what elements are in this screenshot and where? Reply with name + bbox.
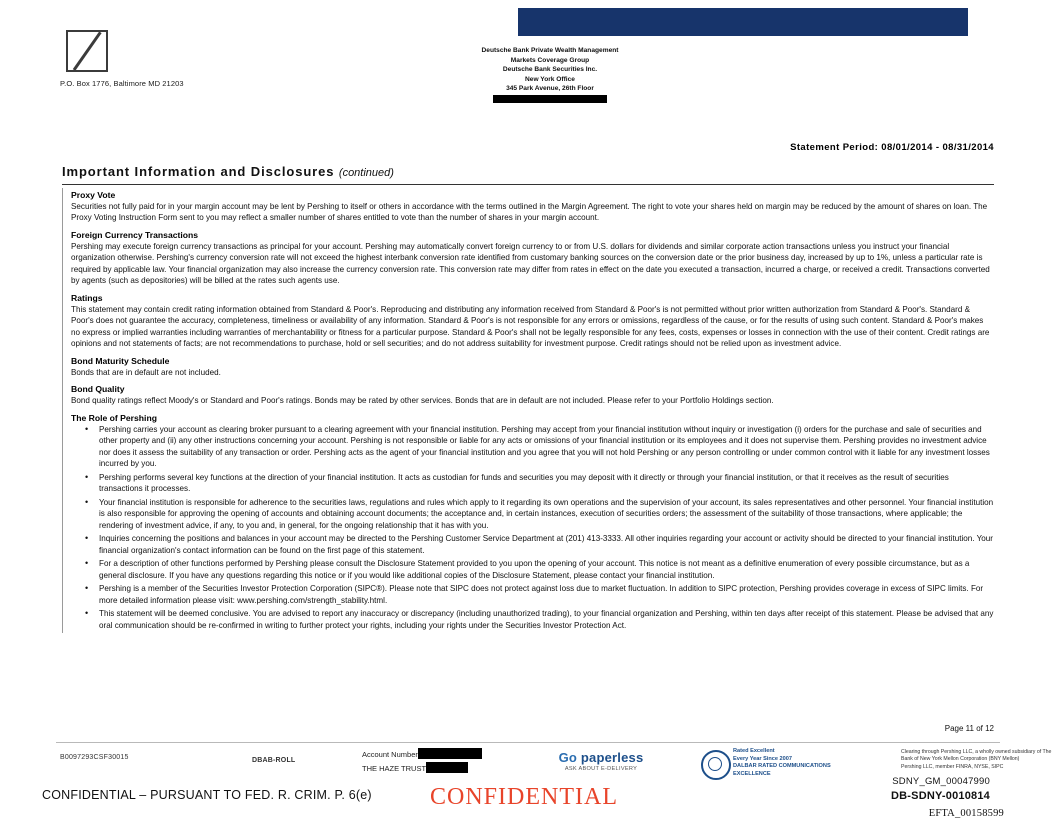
logo-slash [73, 31, 101, 70]
bates-number-primary: SDNY_GM_00047990 [892, 776, 990, 787]
list-item: • Pershing is a member of the Securities Investor Protection Corporation (SIPC®). Please note that SIPC does not protect against loss due to market fluctuation. In addition to SIPC protection, Pershing provides coverage in excess of SIPC limits. For more detailed information please visit: www.pershing.com/strength_stability.html. [71, 583, 994, 606]
section-body-ratings: This statement may contain credit rating information obtained from Standard & Poor's. Reproducing and distributing any information received from Standard & Poor's is not permitted without prior written authorization from Standard & Poor's. Standard & Poor's does not guarantee the accuracy, completeness, timeliness or availability of any information. Standard & Poor's is not responsible for any errors or omissions, regardless of the cause, or for the results of using such content. Standard & Poor's makes no express or implied warranties including warranties of merchantability or fitness for a particular purpose. Standard & Poor's shall not be legally responsible for any fees, costs, expenses or losses in connection with the use of their content. Credit ratings are opinions and not statements of facts; are not recommendations to purchase, hold or sell securities; and do not address suitability for investment purpose. Credit ratings should not be relied upon as investment advice. [71, 304, 990, 349]
section-heading-ratings: Ratings [71, 292, 103, 303]
page-title-main: Important Information and Disclosures [62, 164, 335, 179]
deutsche-bank-logo-icon [66, 30, 108, 72]
footer-account-info [362, 748, 482, 776]
footer-account-name-row [362, 762, 482, 776]
list-item: • This statement will be deemed conclusive. You are advised to report any inaccuracy or discrepancy (including unauthorized trading), to your financial organization and Pershing, within ten days after receipt of this statement. Please be advised that any oral communication should be re-confirmed in writing to further protect your rights, including your rights under the Securities Investor Protection Act. [71, 608, 994, 631]
footer-dbab-roll: DBAB-ROLL [252, 757, 296, 764]
title-divider [62, 184, 994, 185]
dalbar-line-2: DALBAR RATED COMMUNICATIONS [733, 763, 831, 770]
company-line-5-redacted [430, 94, 670, 104]
disclosures-content [62, 188, 994, 633]
company-line-1: Markets Coverage Group [510, 56, 590, 64]
list-item: • Your financial institution is responsible for adherence to the securities laws, regulations and rules which apply to it regarding its own operations and the supervision of your account, its sales representatives and other personnel. Your financial institution is also responsible for approving the opening of accounts and obtaining account documents; the acceptance and, in certain instances, execution of securities orders; the assessment of the suitability of those transactions, where applicable; the rendering of investment advice, if any, to you and, in general, for the ongoing relationship that it has with you. [71, 497, 994, 531]
statement-period: Statement Period: 08/01/2014 - 08/31/2014 [790, 142, 994, 153]
clearing-line-1: Pershing LLC, member FINRA, NYSE, SIPC [901, 763, 1004, 770]
section-heading-role-of-pershing: The Role of Pershing [71, 412, 157, 423]
list-item: • Inquiries concerning the positions and balances in your account may be directed to the Pershing Customer Service Department at (201) 413-3333. All other inquiries regarding your account or activity should be directed to your financial institution. Your financial organization's contact information can be found on the first page of this statement. [71, 533, 994, 556]
section-heading-foreign-currency: Foreign Currency Transactions [71, 229, 199, 240]
dalbar-award-badge [701, 748, 891, 778]
go-paperless-promo [521, 750, 681, 772]
go-paperless-subtitle: ASK ABOUT E-DELIVERY [564, 766, 638, 772]
footer-account-label: Account Number [362, 750, 418, 759]
go-paperless-title [521, 750, 681, 765]
po-box-address: P.O. Box 1776, Baltimore MD 21203 [60, 79, 184, 88]
bates-number-tertiary: EFTA_00158599 [928, 808, 1004, 819]
company-address-block [430, 46, 670, 103]
dalbar-line-0: Rated Excellent [733, 748, 775, 754]
list-item: • For a description of other functions performed by Pershing please consult the Disclosure Statement provided to you upon the opening of your account. This notice is not meant as a definitive enumeration of every possible circumstance, but as a general disclosure. If you have any questions regarding this notice or if you would like additional copies of the Disclosure Statement, please contact your financial institution. [71, 558, 994, 581]
company-line-2: Deutsche Bank Securities Inc. [502, 66, 598, 74]
confidential-watermark: CONFIDENTIAL [430, 784, 618, 810]
list-item: • Pershing performs several key functions at the direction of your financial institution. It acts as custodian for funds and securities you may deposit with it directly or through your financial institution, or that it receives as the result of securities transactions it processes. [71, 472, 994, 495]
dalbar-line-3: EXCELLENCE [733, 770, 771, 777]
section-body-foreign-currency: Pershing may execute foreign currency transactions as principal for your account. Pershing may automatically convert foreign currency to or from U.S. dollars for dividends and similar corporate action transactions unless you instruct your financial organization otherwise. Pershing's currency conversion rate will not exceed the highest interbank conversion rate identified from customary banking sources on the conversion date or the prior business day, increased by up to 1%, unless a particular rate is required by applicable law. Your financial organization may also increase the currency conversion rate. This conversion rate may differ from rates in effect on the date you executed a transaction, incurred a charge, or received a credit. Transactions converted by agents (such as depositories) will be billed at the rates such agents use. [71, 241, 990, 286]
footer-account-number-row [362, 748, 482, 762]
section-heading-bond-maturity-schedule: Bond Maturity Schedule [71, 355, 170, 366]
footer-barcode-id: B0097293CSF30015 [60, 754, 129, 761]
bates-number-secondary: DB-SDNY-0010814 [891, 790, 990, 802]
footer-divider [56, 742, 1000, 743]
go-paperless-rest: paperless [580, 750, 644, 765]
section-body-bond-quality: Bond quality ratings reflect Moody's or Standard and Poor's ratings. Bonds may be rated by other services. Bonds that are in default are not included. Please refer to your Portfolio Holdings section. [71, 396, 774, 406]
redaction-bar: New York, NY 10154 [493, 95, 607, 104]
clearing-disclosure [901, 749, 1056, 771]
award-seal-icon [701, 750, 731, 780]
section-body-bond-maturity-schedule: Bonds that are in default are not included. [71, 367, 221, 377]
account-name-redaction [426, 762, 468, 773]
clearing-line-0: Clearing through Pershing LLC, a wholly owned subsidiary of The Bank of New York Mellon Corporation (BNY Mellon) [901, 749, 1052, 763]
company-line-0: Deutsche Bank Private Wealth Management [481, 47, 619, 54]
company-line-3: New York Office [525, 75, 575, 83]
company-line-4: 345 Park Avenue, 26th Floor [506, 85, 594, 93]
go-paperless-go: Go [558, 750, 578, 765]
dalbar-line-1: Every Year Since 2007 [733, 755, 792, 762]
account-number-redaction [418, 748, 482, 759]
section-heading-bond-quality: Bond Quality [71, 384, 125, 395]
footer [56, 746, 1052, 786]
confidentiality-stamp: CONFIDENTIAL – PURSUANT TO FED. R. CRIM. P. 6(e) [42, 788, 372, 802]
footer-account-name: THE HAZE TRUST [362, 763, 427, 773]
list-item: • Pershing carries your account as clearing broker pursuant to a clearing agreement with your financial institution. Pershing may accept from your financial institution without inquiry or investigation (i) orders for the purchase and sale of securities and other property and (ii) any other instructions concerning your account. Pershing is not responsible or liable for any acts or omissions of your financial institution or its employees and it does not supervise them. Pershing provides no investment advice nor does it assess the suitability of any transaction or order. Pershing acts as the agent of your financial institution and you agree that you will not hold Pershing or any person controlling or under common control with it liable for any investment losses incurred by you. [71, 424, 994, 470]
page-title [62, 164, 394, 179]
page-number: Page 11 of 12 [944, 724, 994, 733]
header-blue-bar [518, 8, 968, 36]
page-title-continued: (continued) [338, 167, 394, 179]
section-heading-proxy-vote: Proxy Vote [71, 190, 116, 200]
section-body-proxy-vote: Securities not fully paid for in your margin account may be lent by Pershing to itself or others in accordance with the terms outlined in the Margin Agreement. The right to vote your shares held on margin may be reduced by the amount of shares on loan. The Proxy Voting Instruction Form sent to you may reflect a smaller number of shares entitled to vote than the number of shares in your margin account. [71, 202, 988, 223]
role-of-pershing-list [71, 424, 994, 631]
dalbar-award-text [733, 748, 891, 778]
